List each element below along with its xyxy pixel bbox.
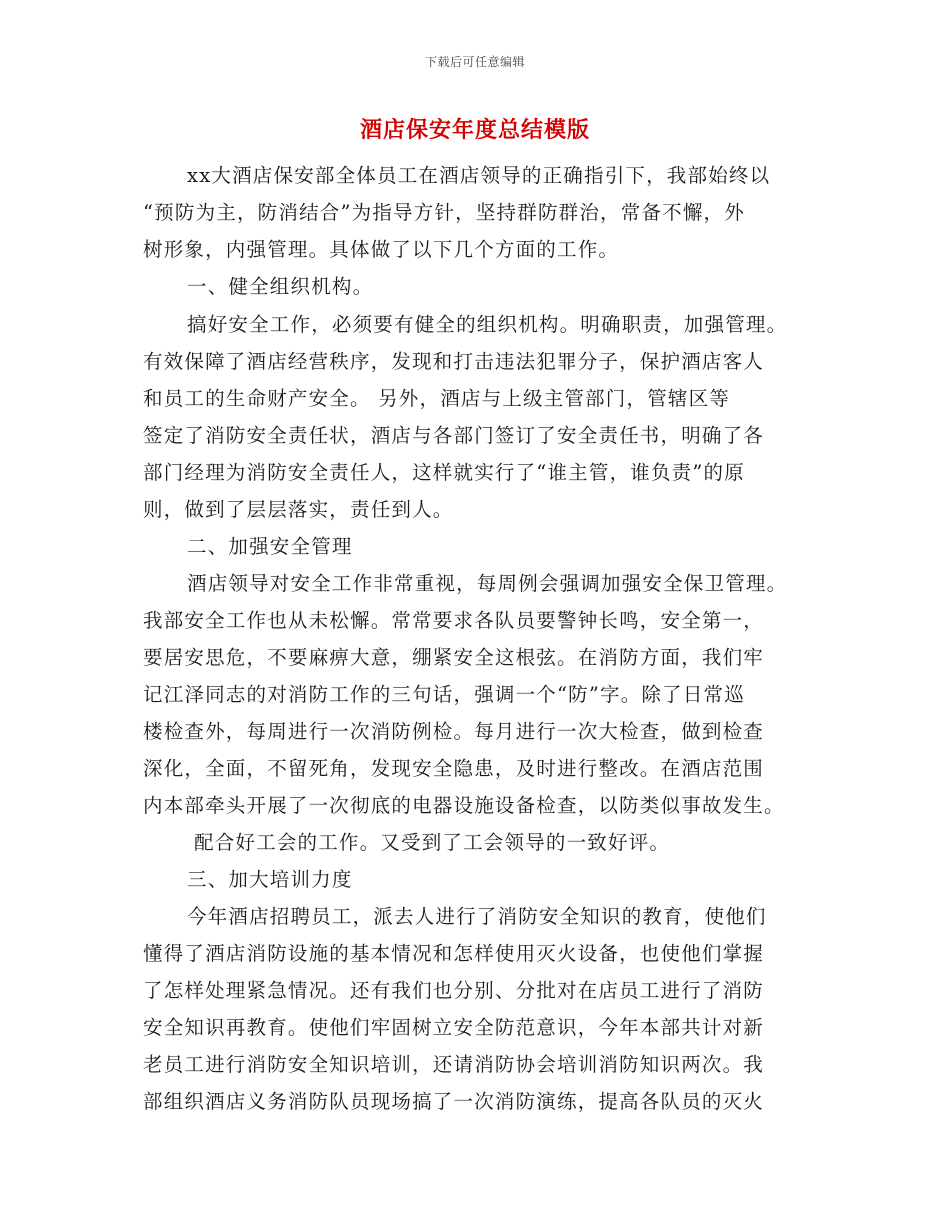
- paragraph-line: “预防为主，防消结合”为指导方针，坚持群防群治，常备不懈，外: [143, 201, 745, 224]
- paragraph-line: 和员工的生命财产安全。 另外，酒店与上级主管部门，管辖区等: [143, 387, 730, 410]
- paragraph-line: 搞好安全工作，必须要有健全的组织机构。明确职责，加强管理。: [187, 313, 788, 336]
- paragraph-line: 我部安全工作也从未松懈。常常要求各队员要警钟长鸣，安全第一，: [143, 609, 765, 632]
- paragraph-line: 有效保障了酒店经营秩序，发现和打击违法犯罪分子，保护酒店客人: [143, 350, 765, 373]
- paragraph-line: 要居安思危，不要麻痹大意，绷紧安全这根弦。在消防方面，我们牢: [143, 646, 765, 669]
- paragraph-line: 酒店领导对安全工作非常重视，每周例会强调加强安全保卫管理。: [187, 572, 788, 595]
- paragraph-line: 则，做到了层层落实，责任到人。: [143, 498, 454, 521]
- paragraph-line: 签定了消防安全责任状，酒店与各部门签订了安全责任书，明确了各: [143, 424, 765, 447]
- section-heading: 三、加大培训力度: [187, 868, 353, 891]
- paragraph-line: 懂得了酒店消防设施的基本情况和怎样使用灭火设备，也使他们掌握: [143, 942, 765, 965]
- paragraph-line: 内本部牵头开展了一次彻底的电器设施设备检查，以防类似事故发生。: [143, 794, 785, 817]
- paragraph-line: 记江泽同志的对消防工作的三句话，强调一个“防”字。除了日常巡: [143, 683, 745, 706]
- paragraph-line: 树形象，内强管理。具体做了以下几个方面的工作。: [143, 238, 620, 261]
- section-heading: 一、健全组织机构。: [187, 275, 374, 298]
- document-title: 酒店保安年度总结模版: [359, 117, 590, 143]
- paragraph-line: 配合好工会的工作。又受到了工会领导的一致好评。: [194, 831, 671, 854]
- paragraph-line: 楼检查外，每周进行一次消防例检。每月进行一次大检查，做到检查: [143, 720, 765, 743]
- paragraph-line: 了怎样处理紧急情况。还有我们也分别、分批对在店员工进行了消防: [143, 979, 765, 1002]
- section-heading: 二、加强安全管理: [187, 535, 353, 558]
- header-note: 下载后可任意编辑: [424, 55, 525, 69]
- paragraph-line: 今年酒店招聘员工，派去人进行了消防安全知识的教育，使他们: [187, 905, 767, 928]
- paragraph-line: 深化，全面，不留死角，发现安全隐患，及时进行整改。在酒店范围: [143, 757, 765, 780]
- paragraph-line: 老员工进行消防安全知识培训，还请消防协会培训消防知识两次。我: [143, 1053, 765, 1076]
- paragraph-line: 部门经理为消防安全责任人，这样就实行了“谁主管，谁负责”的原: [143, 461, 745, 484]
- paragraph-line: xx大酒店保安部全体员工在酒店领导的正确指引下，我部始终以: [187, 164, 771, 187]
- paragraph-line: 安全知识再教育。使他们牢固树立安全防范意识，今年本部共计对新: [143, 1016, 765, 1039]
- paragraph-line: 部组织酒店义务消防队员现场搞了一次消防演练，提高各队员的灭火: [143, 1090, 765, 1113]
